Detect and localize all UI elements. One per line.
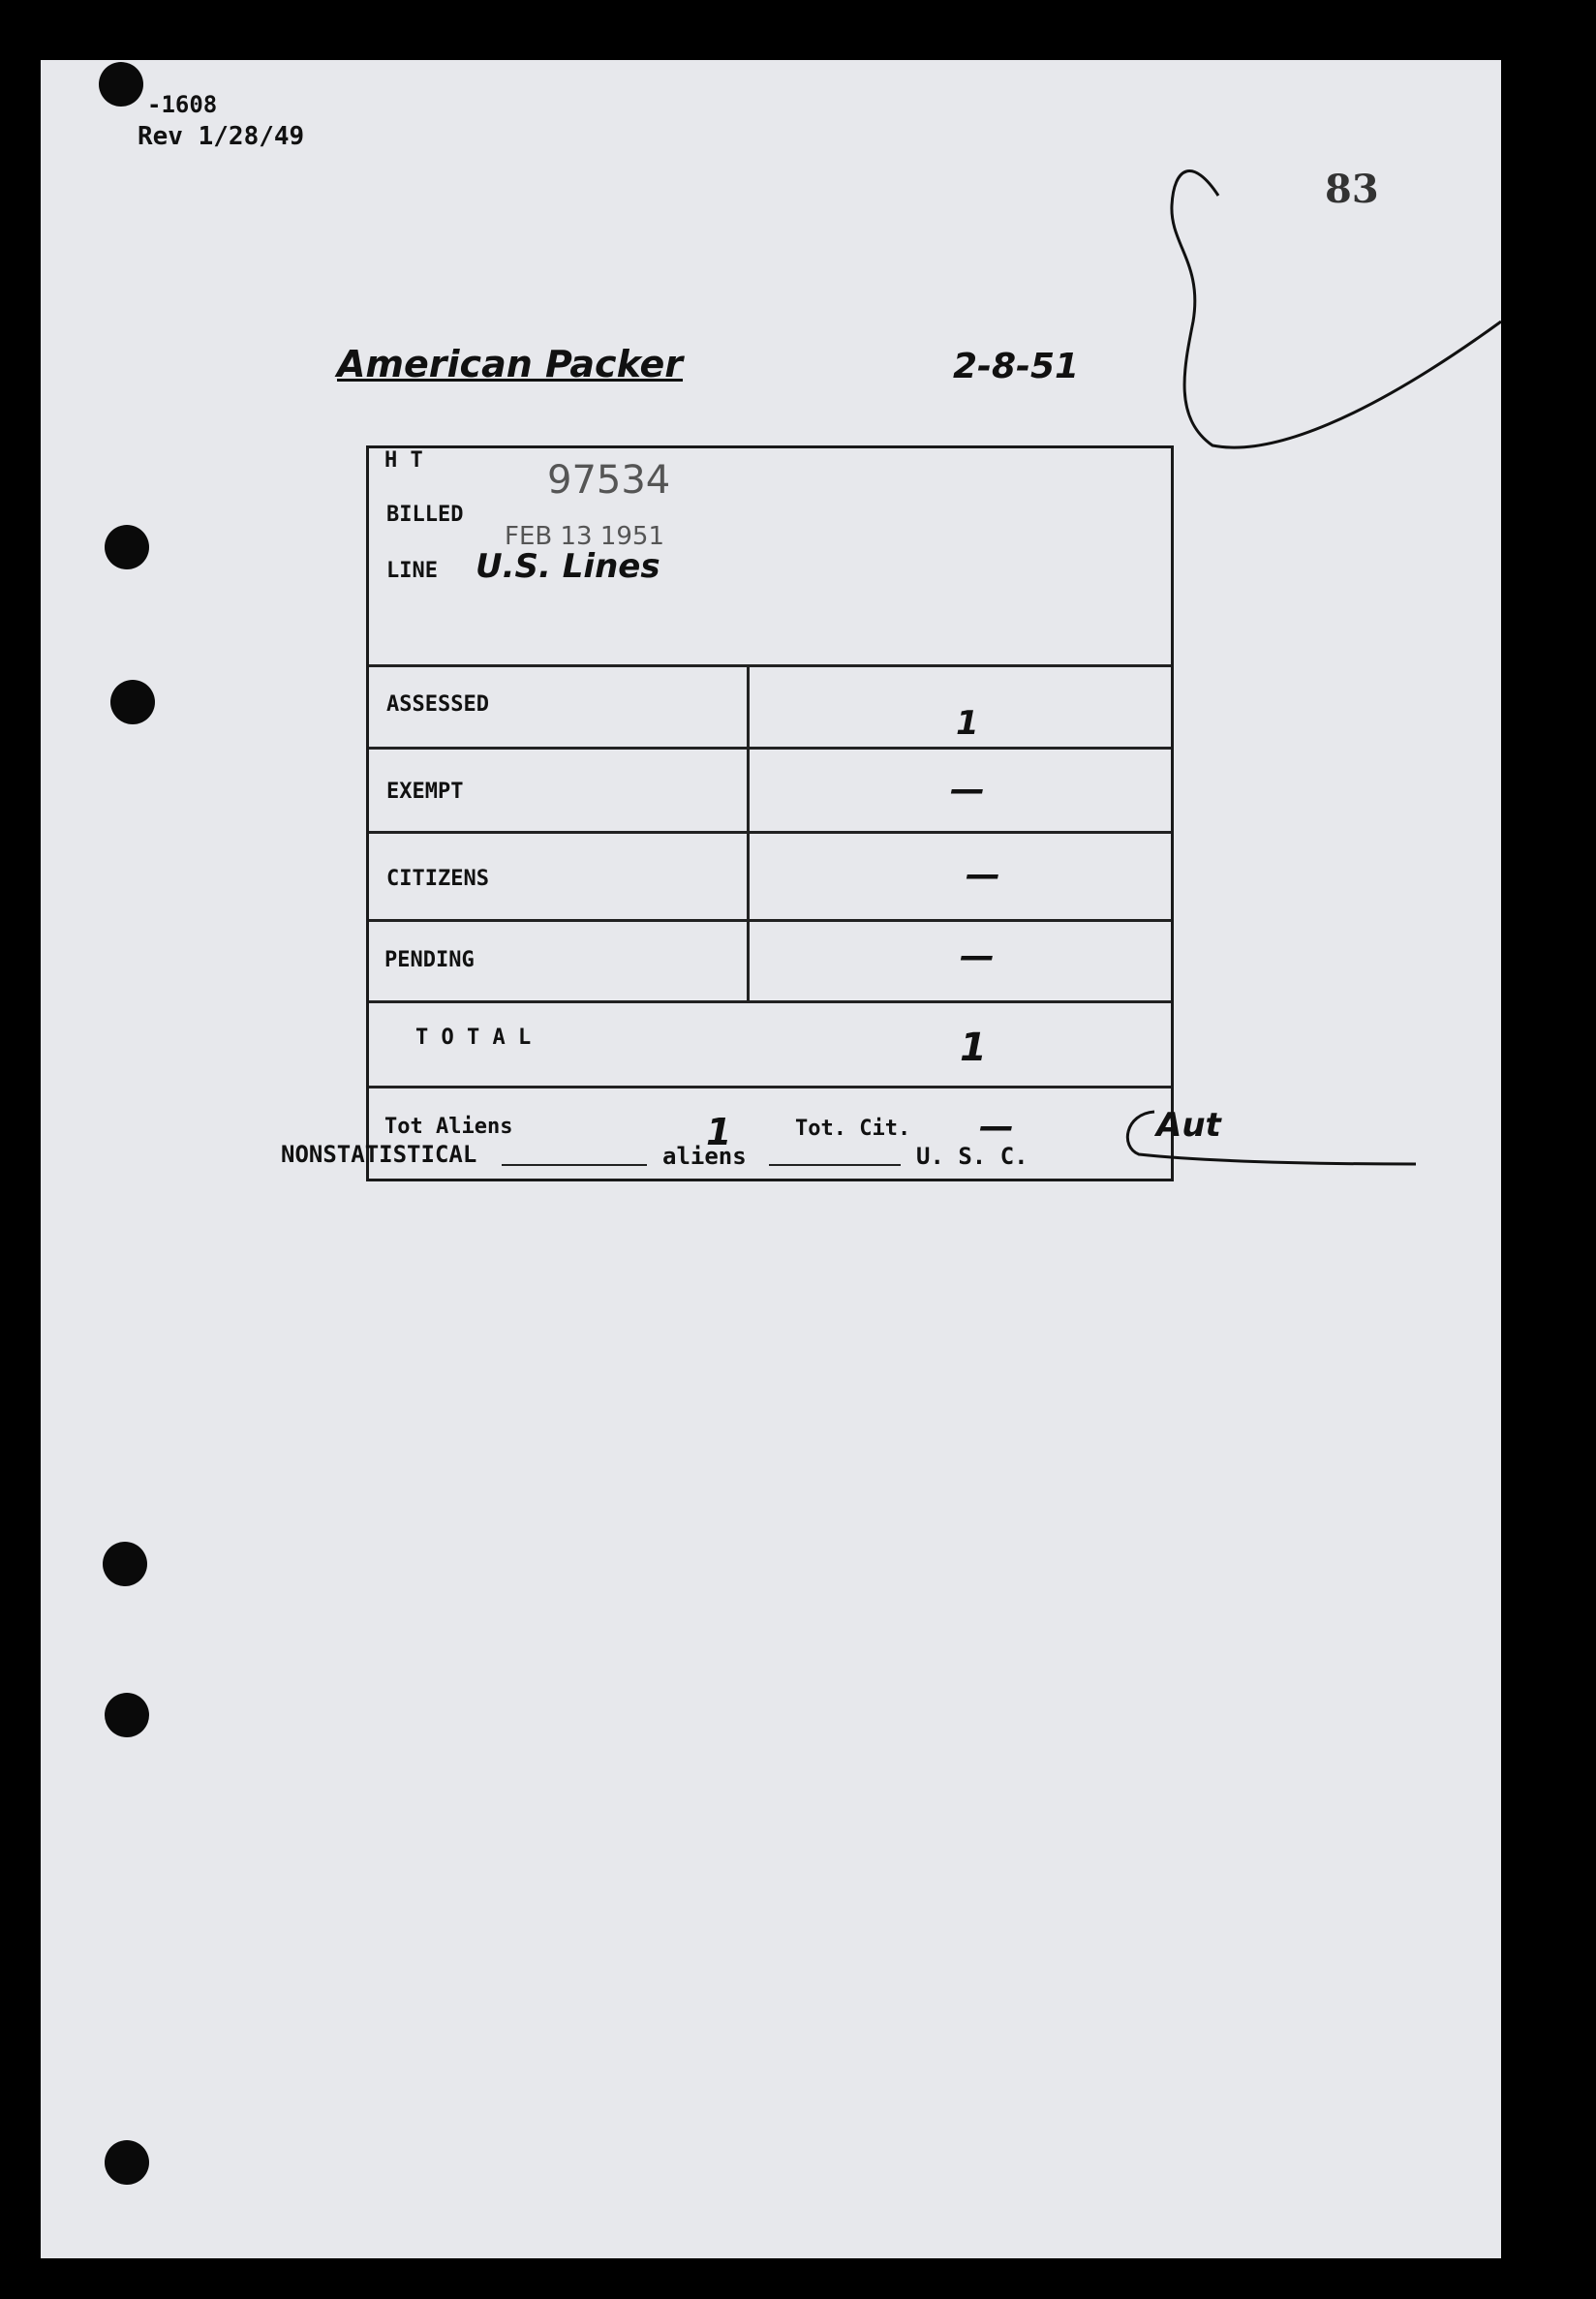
assessed-label: ASSESSED [386,692,489,717]
pending-label: PENDING [384,948,475,972]
form-number: -1608 [147,91,218,118]
punch-hole [110,680,155,724]
initials-underline [1096,1098,1426,1176]
row-divider [369,747,1171,750]
row-divider [369,1000,1171,1003]
page-number: 83 [1325,167,1379,212]
punch-hole [99,62,143,107]
pending-value: — [960,936,995,976]
form-revision: Rev 1/28/49 [138,122,305,151]
handwritten-mark [1154,128,1503,457]
line-value: U.S. Lines [476,547,660,586]
exempt-value: — [950,770,985,810]
punch-hole [105,1693,149,1737]
row-divider [369,831,1171,834]
punch-hole [105,525,149,569]
inspector-initials: Aut [1156,1106,1221,1145]
row-divider [369,1086,1171,1088]
aliens-label: aliens [662,1143,747,1170]
vessel-name: American Packer [337,343,684,385]
assessed-value: 1 [956,704,979,743]
line-label: LINE [386,559,438,583]
tot-cit-value: — [979,1107,1014,1147]
form-date: 2-8-51 [953,347,1080,386]
aliens-blank [769,1164,901,1166]
ht-label: H T [384,448,423,473]
manifest-form [366,445,1174,1181]
exempt-label: EXEMPT [386,780,464,804]
tot-aliens-label: Tot Aliens [384,1115,513,1139]
billed-stamp: FEB 13 1951 [505,522,665,551]
punch-hole [103,1542,147,1586]
total-value: 1 [960,1026,987,1070]
tot-cit-label: Tot. Cit. [795,1117,911,1141]
row-divider [369,664,1171,667]
punch-hole [105,2140,149,2185]
nonstatistical-label: NONSTATISTICAL [281,1141,477,1168]
citizens-value: — [966,855,1000,895]
ht-number: 97534 [547,458,671,503]
document-page [41,60,1501,2258]
column-divider [747,664,750,1003]
citizens-label: CITIZENS [386,867,489,891]
billed-label: BILLED [386,503,464,527]
tot-aliens-value: 1 [706,1111,732,1153]
total-label: T O T A L [415,1026,532,1050]
row-divider [369,919,1171,922]
nonstatistical-blank [502,1164,647,1166]
usc-label: U. S. C. [916,1143,1028,1170]
